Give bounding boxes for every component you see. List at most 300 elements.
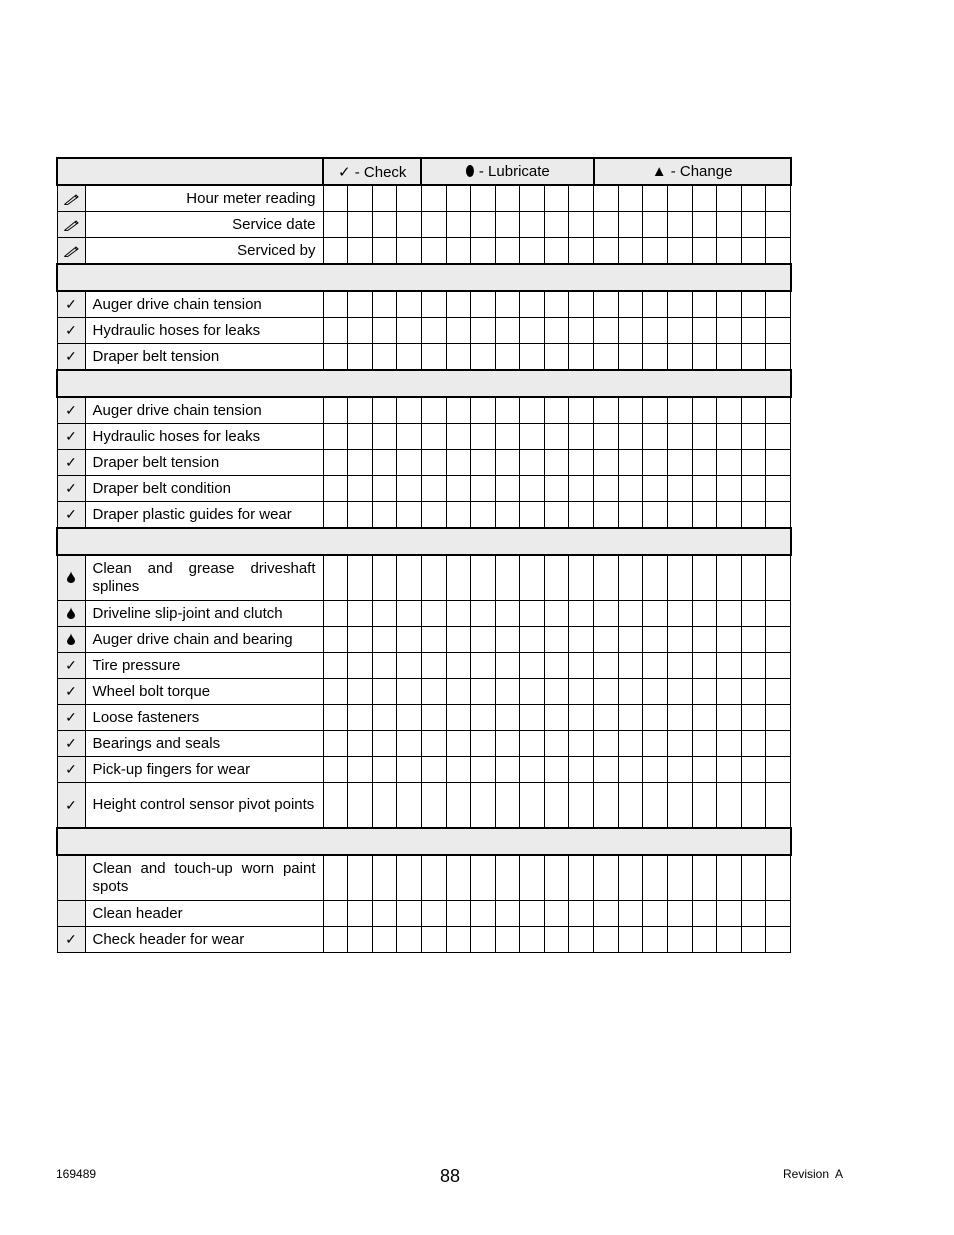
entry-cell[interactable] [766, 653, 791, 679]
entry-cell[interactable] [446, 212, 471, 238]
entry-cell[interactable] [446, 731, 471, 757]
entry-cell[interactable] [544, 291, 569, 318]
entry-cell[interactable] [618, 627, 643, 653]
entry-cell[interactable] [348, 291, 373, 318]
entry-cell[interactable] [692, 705, 717, 731]
entry-cell[interactable] [594, 238, 619, 265]
entry-cell[interactable] [495, 653, 520, 679]
entry-cell[interactable] [471, 901, 496, 927]
entry-cell[interactable] [618, 901, 643, 927]
entry-cell[interactable] [569, 855, 594, 901]
entry-cell[interactable] [544, 927, 569, 953]
entry-cell[interactable] [766, 424, 791, 450]
entry-cell[interactable] [323, 397, 348, 424]
entry-cell[interactable] [717, 476, 742, 502]
entry-cell[interactable] [471, 344, 496, 371]
entry-cell[interactable] [397, 344, 422, 371]
entry-cell[interactable] [544, 238, 569, 265]
entry-cell[interactable] [741, 757, 766, 783]
entry-cell[interactable] [323, 476, 348, 502]
entry-cell[interactable] [594, 927, 619, 953]
entry-cell[interactable] [594, 653, 619, 679]
entry-cell[interactable] [372, 555, 397, 601]
entry-cell[interactable] [643, 291, 668, 318]
entry-cell[interactable] [495, 502, 520, 529]
entry-cell[interactable] [446, 344, 471, 371]
entry-cell[interactable] [421, 397, 446, 424]
entry-cell[interactable] [372, 344, 397, 371]
entry-cell[interactable] [348, 397, 373, 424]
entry-cell[interactable] [446, 291, 471, 318]
entry-cell[interactable] [643, 627, 668, 653]
entry-cell[interactable] [397, 757, 422, 783]
entry-cell[interactable] [618, 927, 643, 953]
entry-cell[interactable] [544, 344, 569, 371]
entry-cell[interactable] [397, 927, 422, 953]
entry-cell[interactable] [618, 291, 643, 318]
entry-cell[interactable] [495, 450, 520, 476]
entry-cell[interactable] [741, 212, 766, 238]
entry-cell[interactable] [446, 502, 471, 529]
entry-cell[interactable] [692, 344, 717, 371]
entry-cell[interactable] [495, 731, 520, 757]
entry-cell[interactable] [372, 705, 397, 731]
entry-cell[interactable] [643, 397, 668, 424]
entry-cell[interactable] [692, 855, 717, 901]
entry-cell[interactable] [421, 627, 446, 653]
entry-cell[interactable] [397, 476, 422, 502]
entry-cell[interactable] [667, 927, 692, 953]
entry-cell[interactable] [446, 185, 471, 212]
entry-cell[interactable] [544, 705, 569, 731]
entry-cell[interactable] [643, 783, 668, 829]
entry-cell[interactable] [323, 679, 348, 705]
entry-cell[interactable] [544, 855, 569, 901]
entry-cell[interactable] [520, 757, 545, 783]
entry-cell[interactable] [569, 450, 594, 476]
entry-cell[interactable] [471, 783, 496, 829]
entry-cell[interactable] [471, 627, 496, 653]
entry-cell[interactable] [569, 502, 594, 529]
entry-cell[interactable] [643, 705, 668, 731]
entry-cell[interactable] [495, 291, 520, 318]
entry-cell[interactable] [741, 601, 766, 627]
entry-cell[interactable] [594, 502, 619, 529]
entry-cell[interactable] [397, 185, 422, 212]
entry-cell[interactable] [471, 476, 496, 502]
entry-cell[interactable] [692, 476, 717, 502]
entry-cell[interactable] [397, 679, 422, 705]
entry-cell[interactable] [323, 783, 348, 829]
entry-cell[interactable] [446, 653, 471, 679]
entry-cell[interactable] [495, 901, 520, 927]
entry-cell[interactable] [446, 679, 471, 705]
entry-cell[interactable] [323, 627, 348, 653]
entry-cell[interactable] [520, 555, 545, 601]
entry-cell[interactable] [692, 627, 717, 653]
entry-cell[interactable] [766, 627, 791, 653]
entry-cell[interactable] [594, 901, 619, 927]
entry-cell[interactable] [569, 601, 594, 627]
entry-cell[interactable] [446, 450, 471, 476]
entry-cell[interactable] [667, 757, 692, 783]
entry-cell[interactable] [471, 601, 496, 627]
entry-cell[interactable] [692, 424, 717, 450]
entry-cell[interactable] [667, 601, 692, 627]
entry-cell[interactable] [446, 555, 471, 601]
entry-cell[interactable] [643, 238, 668, 265]
entry-cell[interactable] [766, 855, 791, 901]
entry-cell[interactable] [471, 185, 496, 212]
entry-cell[interactable] [421, 783, 446, 829]
entry-cell[interactable] [717, 855, 742, 901]
entry-cell[interactable] [471, 450, 496, 476]
entry-cell[interactable] [471, 291, 496, 318]
entry-cell[interactable] [766, 679, 791, 705]
entry-cell[interactable] [717, 927, 742, 953]
entry-cell[interactable] [495, 601, 520, 627]
entry-cell[interactable] [569, 679, 594, 705]
entry-cell[interactable] [495, 627, 520, 653]
entry-cell[interactable] [766, 318, 791, 344]
entry-cell[interactable] [594, 679, 619, 705]
entry-cell[interactable] [667, 855, 692, 901]
entry-cell[interactable] [643, 344, 668, 371]
entry-cell[interactable] [421, 502, 446, 529]
entry-cell[interactable] [717, 291, 742, 318]
entry-cell[interactable] [569, 344, 594, 371]
entry-cell[interactable] [421, 344, 446, 371]
entry-cell[interactable] [667, 424, 692, 450]
entry-cell[interactable] [323, 212, 348, 238]
entry-cell[interactable] [741, 344, 766, 371]
entry-cell[interactable] [569, 291, 594, 318]
entry-cell[interactable] [741, 502, 766, 529]
entry-cell[interactable] [741, 731, 766, 757]
entry-cell[interactable] [569, 212, 594, 238]
entry-cell[interactable] [323, 927, 348, 953]
entry-cell[interactable] [421, 731, 446, 757]
entry-cell[interactable] [495, 238, 520, 265]
entry-cell[interactable] [348, 855, 373, 901]
entry-cell[interactable] [372, 855, 397, 901]
entry-cell[interactable] [471, 653, 496, 679]
entry-cell[interactable] [348, 476, 373, 502]
entry-cell[interactable] [618, 476, 643, 502]
entry-cell[interactable] [594, 424, 619, 450]
entry-cell[interactable] [348, 318, 373, 344]
entry-cell[interactable] [372, 757, 397, 783]
entry-cell[interactable] [594, 757, 619, 783]
entry-cell[interactable] [348, 238, 373, 265]
entry-cell[interactable] [594, 185, 619, 212]
entry-cell[interactable] [544, 185, 569, 212]
entry-cell[interactable] [594, 627, 619, 653]
entry-cell[interactable] [495, 757, 520, 783]
entry-cell[interactable] [741, 318, 766, 344]
entry-cell[interactable] [323, 601, 348, 627]
entry-cell[interactable] [323, 653, 348, 679]
entry-cell[interactable] [520, 476, 545, 502]
entry-cell[interactable] [766, 476, 791, 502]
entry-cell[interactable] [692, 555, 717, 601]
entry-cell[interactable] [667, 783, 692, 829]
entry-cell[interactable] [544, 424, 569, 450]
entry-cell[interactable] [372, 502, 397, 529]
entry-cell[interactable] [446, 757, 471, 783]
entry-cell[interactable] [520, 397, 545, 424]
entry-cell[interactable] [520, 502, 545, 529]
entry-cell[interactable] [643, 653, 668, 679]
entry-cell[interactable] [643, 318, 668, 344]
entry-cell[interactable] [766, 927, 791, 953]
entry-cell[interactable] [766, 502, 791, 529]
entry-cell[interactable] [717, 601, 742, 627]
entry-cell[interactable] [471, 705, 496, 731]
entry-cell[interactable] [495, 476, 520, 502]
entry-cell[interactable] [569, 653, 594, 679]
entry-cell[interactable] [397, 502, 422, 529]
entry-cell[interactable] [323, 855, 348, 901]
entry-cell[interactable] [717, 318, 742, 344]
entry-cell[interactable] [667, 627, 692, 653]
entry-cell[interactable] [643, 757, 668, 783]
entry-cell[interactable] [766, 601, 791, 627]
entry-cell[interactable] [544, 601, 569, 627]
entry-cell[interactable] [348, 555, 373, 601]
entry-cell[interactable] [594, 318, 619, 344]
entry-cell[interactable] [372, 679, 397, 705]
entry-cell[interactable] [692, 318, 717, 344]
entry-cell[interactable] [397, 450, 422, 476]
entry-cell[interactable] [421, 238, 446, 265]
entry-cell[interactable] [741, 450, 766, 476]
entry-cell[interactable] [421, 927, 446, 953]
entry-cell[interactable] [520, 627, 545, 653]
entry-cell[interactable] [323, 318, 348, 344]
entry-cell[interactable] [495, 185, 520, 212]
entry-cell[interactable] [569, 757, 594, 783]
entry-cell[interactable] [643, 855, 668, 901]
entry-cell[interactable] [741, 476, 766, 502]
entry-cell[interactable] [348, 705, 373, 731]
entry-cell[interactable] [495, 783, 520, 829]
entry-cell[interactable] [667, 653, 692, 679]
entry-cell[interactable] [421, 185, 446, 212]
entry-cell[interactable] [348, 450, 373, 476]
entry-cell[interactable] [520, 705, 545, 731]
entry-cell[interactable] [766, 238, 791, 265]
entry-cell[interactable] [397, 238, 422, 265]
entry-cell[interactable] [692, 502, 717, 529]
entry-cell[interactable] [544, 502, 569, 529]
entry-cell[interactable] [520, 185, 545, 212]
entry-cell[interactable] [397, 212, 422, 238]
entry-cell[interactable] [544, 212, 569, 238]
entry-cell[interactable] [741, 424, 766, 450]
entry-cell[interactable] [643, 450, 668, 476]
entry-cell[interactable] [741, 855, 766, 901]
entry-cell[interactable] [421, 212, 446, 238]
entry-cell[interactable] [348, 185, 373, 212]
entry-cell[interactable] [421, 450, 446, 476]
entry-cell[interactable] [741, 705, 766, 731]
entry-cell[interactable] [520, 855, 545, 901]
entry-cell[interactable] [766, 705, 791, 731]
entry-cell[interactable] [667, 679, 692, 705]
entry-cell[interactable] [717, 238, 742, 265]
entry-cell[interactable] [397, 901, 422, 927]
entry-cell[interactable] [741, 783, 766, 829]
entry-cell[interactable] [323, 185, 348, 212]
entry-cell[interactable] [594, 783, 619, 829]
entry-cell[interactable] [520, 927, 545, 953]
entry-cell[interactable] [323, 901, 348, 927]
entry-cell[interactable] [446, 627, 471, 653]
entry-cell[interactable] [569, 627, 594, 653]
entry-cell[interactable] [471, 424, 496, 450]
entry-cell[interactable] [372, 783, 397, 829]
entry-cell[interactable] [323, 731, 348, 757]
entry-cell[interactable] [594, 397, 619, 424]
entry-cell[interactable] [397, 601, 422, 627]
entry-cell[interactable] [741, 238, 766, 265]
entry-cell[interactable] [421, 653, 446, 679]
entry-cell[interactable] [544, 679, 569, 705]
entry-cell[interactable] [594, 344, 619, 371]
entry-cell[interactable] [741, 291, 766, 318]
entry-cell[interactable] [348, 901, 373, 927]
entry-cell[interactable] [766, 212, 791, 238]
entry-cell[interactable] [594, 855, 619, 901]
entry-cell[interactable] [766, 185, 791, 212]
entry-cell[interactable] [495, 679, 520, 705]
entry-cell[interactable] [348, 344, 373, 371]
entry-cell[interactable] [717, 653, 742, 679]
entry-cell[interactable] [495, 855, 520, 901]
entry-cell[interactable] [667, 476, 692, 502]
entry-cell[interactable] [421, 601, 446, 627]
entry-cell[interactable] [741, 901, 766, 927]
entry-cell[interactable] [471, 502, 496, 529]
entry-cell[interactable] [741, 679, 766, 705]
entry-cell[interactable] [397, 397, 422, 424]
entry-cell[interactable] [717, 731, 742, 757]
entry-cell[interactable] [569, 555, 594, 601]
entry-cell[interactable] [323, 344, 348, 371]
entry-cell[interactable] [446, 476, 471, 502]
entry-cell[interactable] [618, 450, 643, 476]
entry-cell[interactable] [348, 627, 373, 653]
entry-cell[interactable] [323, 450, 348, 476]
entry-cell[interactable] [569, 783, 594, 829]
entry-cell[interactable] [471, 927, 496, 953]
entry-cell[interactable] [520, 344, 545, 371]
entry-cell[interactable] [421, 318, 446, 344]
entry-cell[interactable] [741, 627, 766, 653]
entry-cell[interactable] [717, 555, 742, 601]
entry-cell[interactable] [495, 397, 520, 424]
entry-cell[interactable] [372, 318, 397, 344]
entry-cell[interactable] [421, 476, 446, 502]
entry-cell[interactable] [446, 238, 471, 265]
entry-cell[interactable] [348, 783, 373, 829]
entry-cell[interactable] [495, 927, 520, 953]
entry-cell[interactable] [766, 344, 791, 371]
entry-cell[interactable] [348, 679, 373, 705]
entry-cell[interactable] [446, 397, 471, 424]
entry-cell[interactable] [397, 291, 422, 318]
entry-cell[interactable] [692, 212, 717, 238]
entry-cell[interactable] [520, 291, 545, 318]
entry-cell[interactable] [643, 476, 668, 502]
entry-cell[interactable] [348, 601, 373, 627]
entry-cell[interactable] [618, 318, 643, 344]
entry-cell[interactable] [544, 555, 569, 601]
entry-cell[interactable] [667, 901, 692, 927]
entry-cell[interactable] [692, 653, 717, 679]
entry-cell[interactable] [717, 901, 742, 927]
entry-cell[interactable] [766, 450, 791, 476]
entry-cell[interactable] [766, 901, 791, 927]
entry-cell[interactable] [471, 212, 496, 238]
entry-cell[interactable] [421, 705, 446, 731]
entry-cell[interactable] [667, 450, 692, 476]
entry-cell[interactable] [594, 731, 619, 757]
entry-cell[interactable] [692, 238, 717, 265]
entry-cell[interactable] [667, 238, 692, 265]
entry-cell[interactable] [618, 185, 643, 212]
entry-cell[interactable] [520, 450, 545, 476]
entry-cell[interactable] [520, 783, 545, 829]
entry-cell[interactable] [421, 424, 446, 450]
entry-cell[interactable] [421, 855, 446, 901]
entry-cell[interactable] [520, 318, 545, 344]
entry-cell[interactable] [421, 291, 446, 318]
entry-cell[interactable] [717, 757, 742, 783]
entry-cell[interactable] [569, 705, 594, 731]
entry-cell[interactable] [446, 855, 471, 901]
entry-cell[interactable] [667, 502, 692, 529]
entry-cell[interactable] [741, 555, 766, 601]
entry-cell[interactable] [643, 731, 668, 757]
entry-cell[interactable] [348, 212, 373, 238]
entry-cell[interactable] [667, 318, 692, 344]
entry-cell[interactable] [544, 757, 569, 783]
entry-cell[interactable] [667, 731, 692, 757]
entry-cell[interactable] [421, 555, 446, 601]
entry-cell[interactable] [446, 901, 471, 927]
entry-cell[interactable] [544, 627, 569, 653]
entry-cell[interactable] [471, 757, 496, 783]
entry-cell[interactable] [372, 653, 397, 679]
entry-cell[interactable] [618, 705, 643, 731]
entry-cell[interactable] [323, 424, 348, 450]
entry-cell[interactable] [618, 757, 643, 783]
entry-cell[interactable] [643, 424, 668, 450]
entry-cell[interactable] [692, 731, 717, 757]
entry-cell[interactable] [594, 601, 619, 627]
entry-cell[interactable] [717, 344, 742, 371]
entry-cell[interactable] [667, 212, 692, 238]
entry-cell[interactable] [618, 502, 643, 529]
entry-cell[interactable] [397, 555, 422, 601]
entry-cell[interactable] [397, 318, 422, 344]
entry-cell[interactable] [618, 397, 643, 424]
entry-cell[interactable] [667, 705, 692, 731]
entry-cell[interactable] [618, 212, 643, 238]
entry-cell[interactable] [667, 291, 692, 318]
